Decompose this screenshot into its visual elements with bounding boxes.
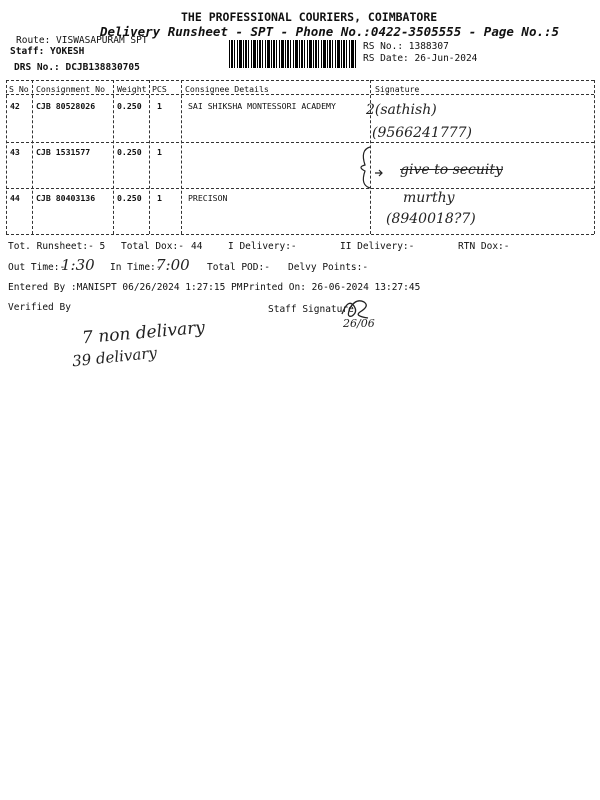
printed-on: Printed On: 26-06-2024 13:27:45: [243, 282, 421, 293]
out-time-label: Out Time:-: [8, 262, 66, 273]
handwritten-delivery-note: give to secuity: [400, 162, 503, 178]
column-header-consignee: Consignee Details: [185, 84, 269, 94]
handwritten-note-delivery: 39 delivary: [71, 343, 158, 371]
rtn-dox-label: RTN Dox:-: [458, 241, 510, 252]
i-delivery-label: I Delivery:-: [228, 241, 297, 252]
table-row-weight: 0.250: [117, 193, 142, 203]
column-header-consignment: Consignment No: [36, 84, 106, 94]
table-header-border: [6, 94, 594, 95]
table-row-pcs: 1: [157, 101, 162, 111]
delvy-points-label: Delvy Points:-: [288, 262, 369, 273]
table-row-weight: 0.250: [117, 147, 142, 157]
row-divider: [6, 142, 594, 143]
ii-delivery-label: II Delivery:-: [340, 241, 415, 252]
handwritten-receiver-name: 2(sathish): [366, 102, 437, 118]
handwritten-out-time: 1:30: [61, 256, 95, 274]
table-row-sno: 43: [10, 147, 20, 157]
table-row-pcs: 1: [157, 147, 162, 157]
in-time-label: In Time:-: [110, 262, 162, 273]
table-row-pcs: 1: [157, 193, 162, 203]
handwritten-note-nondelivery: 7 non delivary: [81, 317, 206, 349]
staff-signature-label: Staff Signature: [268, 304, 354, 315]
rs-date: RS Date: 26-Jun-2024: [363, 53, 478, 64]
table-top-border: [6, 80, 594, 81]
table-row-consignee: SAI SHIKSHA MONTESSORI ACADEMY: [188, 101, 336, 111]
column-divider: [594, 80, 595, 234]
table-bottom-border: [6, 234, 594, 235]
tot-runsheet: Tot. Runsheet:- 5: [8, 241, 106, 252]
bracket-mark: [355, 145, 385, 190]
verified-by-label: Verified By: [8, 302, 71, 313]
handwritten-receiver-phone: (9566241777): [372, 125, 472, 141]
column-divider: [113, 80, 114, 234]
route-label: Route: VISWASAPURAM SPT: [16, 35, 148, 46]
column-header-pcs: PCS: [152, 84, 167, 94]
company-title: THE PROFESSIONAL COURIERS, COIMBATORE: [181, 10, 438, 24]
table-row-consignee: PRECISON: [188, 193, 228, 203]
column-divider: [32, 80, 33, 234]
table-row-consignment: CJB 80403136: [36, 193, 96, 203]
column-header-weight: Weight: [117, 84, 147, 94]
table-row-sno: 44: [10, 193, 20, 203]
total-dox-label: Total Dox:-: [121, 241, 184, 252]
total-dox-value: 44: [191, 241, 203, 252]
handwritten-signature-date: 26/06: [343, 317, 375, 330]
table-row-consignment: CJB 80528026: [36, 101, 96, 111]
runsheet-title: Delivery Runsheet - SPT - Phone No.:0422-3505555 - Page No.:5: [100, 24, 560, 39]
column-divider: [181, 80, 182, 234]
table-row-consignment: CJB 1531577: [36, 147, 91, 157]
column-header-sno: S No: [9, 84, 29, 94]
drs-number: DRS No.: DCJB138830705: [14, 62, 140, 73]
barcode-image: [229, 40, 356, 68]
entered-by: Entered By :MANISPT 06/26/2024 1:27:15 PM: [8, 282, 243, 293]
rs-number: RS No.: 1388307: [363, 41, 449, 52]
handwritten-in-time: 7:00: [156, 256, 190, 274]
handwritten-receiver-phone: (8940018?7): [386, 211, 476, 227]
handwritten-receiver-name: murthy: [403, 190, 455, 206]
column-header-signature: Signature: [375, 84, 420, 94]
column-divider: [6, 80, 7, 234]
staff-label: Staff: YOKESH: [10, 46, 85, 57]
column-divider: [149, 80, 150, 234]
row-divider: [6, 188, 594, 189]
table-row-weight: 0.250: [117, 101, 142, 111]
total-pod-label: Total POD:-: [207, 262, 270, 273]
table-row-sno: 42: [10, 101, 20, 111]
